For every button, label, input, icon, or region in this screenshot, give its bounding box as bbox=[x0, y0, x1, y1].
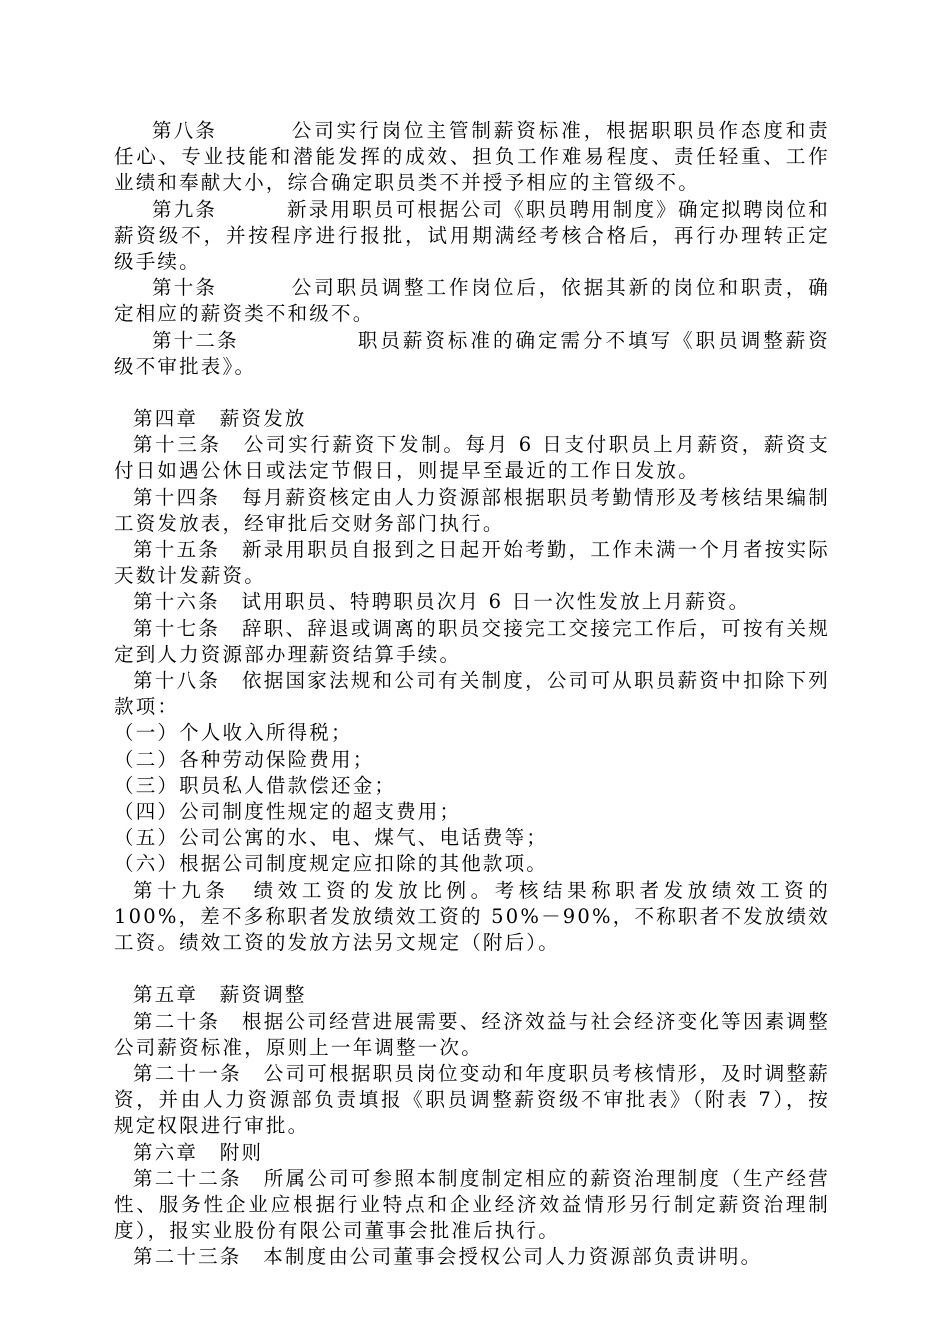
article-text: 依据国家法规和公司有关制度，公司可从职员薪资中扣除下列款项： bbox=[114, 669, 831, 719]
article-9 bbox=[114, 197, 830, 276]
article-19 bbox=[114, 878, 830, 957]
article-text: 本制度由公司董事会授权公司人力资源部负责讲明。 bbox=[263, 1245, 763, 1269]
article-number: 第十五条 bbox=[133, 538, 221, 562]
article-number: 第十六条 bbox=[133, 590, 220, 614]
article-number: 第二十二条 bbox=[133, 1166, 242, 1190]
article-text: 新录用职员可根据公司《职员聘用制度》确定拟聘岗位和薪资级不，并按程序进行报批，试用期满经考核合格后，再行办理转正定级手续。 bbox=[114, 197, 830, 274]
article-text: 每月薪资核定由人力资源部根据职员考勤情形及考核结果编制工资发放表，经审批后交财务部门执行。 bbox=[114, 485, 831, 535]
article-13 bbox=[114, 432, 830, 484]
deduction-item: （三）职员私人借款偿还金； bbox=[114, 773, 397, 797]
deduction-item: （四）公司制度性规定的超支费用； bbox=[114, 800, 462, 824]
article-14 bbox=[114, 485, 830, 537]
spacer bbox=[114, 380, 830, 406]
article-22 bbox=[114, 1166, 830, 1245]
article-number: 第二十三条 bbox=[133, 1245, 242, 1269]
article-number: 第九条 bbox=[152, 197, 218, 221]
article-text: 职员薪资标准的确定需分不填写《职员调整薪资级不审批表》。 bbox=[114, 328, 830, 378]
article-16 bbox=[114, 589, 830, 615]
article-number: 第十三条 bbox=[133, 433, 222, 457]
article-17 bbox=[114, 616, 830, 668]
article-text: 新录用职员自报到之日起开始考勤，工作未满一个月者按实际天数计发薪资。 bbox=[114, 538, 831, 588]
chapter-6-title: 第六章 附则 bbox=[133, 1140, 264, 1164]
article-21 bbox=[114, 1061, 830, 1140]
chapter-4-title: 第四章 薪资发放 bbox=[133, 407, 307, 431]
spacer bbox=[114, 956, 830, 982]
article-20 bbox=[114, 1009, 830, 1061]
article-number: 第十条 bbox=[152, 276, 218, 300]
article-number: 第十九条 bbox=[133, 878, 230, 902]
article-text: 所属公司可参照本制度制定相应的薪资治理制度（生产经营性、服务性企业应根据行业特点和企业经济效益情形另行制定薪资治理制度），报实业股份有限公司董事会批准后执行。 bbox=[114, 1166, 830, 1243]
article-text: 公司实行薪资下发制。每月 6 日支付职员上月薪资，薪资支付日如遇公休日或法定节假日，则提早至最近的工作日发放。 bbox=[114, 433, 830, 483]
article-number: 第十二条 bbox=[152, 328, 239, 352]
article-number: 第二十条 bbox=[133, 1009, 221, 1033]
document-body bbox=[114, 118, 830, 1271]
chapter-5-title: 第五章 薪资调整 bbox=[133, 983, 307, 1007]
article-number: 第二十一条 bbox=[133, 1061, 242, 1085]
article-text: 公司实行岗位主管制薪资标准，根据职职员作态度和责任心、专业技能和潜能发挥的成效、担负工作难易程度、责任轻重、工作业绩和奉献大小，综合确定职员类不并授予相应的主管级不。 bbox=[114, 119, 830, 195]
deduction-item: （二）各种劳动保险费用； bbox=[114, 747, 375, 771]
article-number: 第十七条 bbox=[133, 616, 221, 640]
article-text: 根据公司经营进展需要、经济效益与社会经济变化等因素调整公司薪资标准，原则上一年调整一次。 bbox=[114, 1009, 831, 1059]
article-number: 第八条 bbox=[152, 119, 218, 142]
article-number: 第十四条 bbox=[133, 485, 221, 509]
article-23 bbox=[114, 1244, 830, 1270]
article-10 bbox=[114, 275, 830, 327]
article-12 bbox=[114, 328, 830, 380]
article-text: 试用职员、特聘职员次月 6 日一次性发放上月薪资。 bbox=[241, 590, 751, 614]
deduction-item: （五）公司公寓的水、电、煤气、电话费等； bbox=[114, 826, 549, 850]
article-number: 第十八条 bbox=[133, 669, 221, 693]
article-text: 公司可根据职员岗位变动和年度职员考核情形，及时调整薪资，并由人力资源部负责填报《职员调整薪资级不审批表》（附表 7），按规定权限进行审批。 bbox=[114, 1061, 830, 1138]
article-text: 辞职、辞退或调离的职员交接完工交接完工作后，可按有关规定到人力资源部办理薪资结算手续。 bbox=[114, 616, 831, 666]
article-8 bbox=[114, 118, 830, 197]
article-text: 公司职员调整工作岗位后，依据其新的岗位和职责，确定相应的薪资类不和级不。 bbox=[114, 276, 830, 326]
deduction-item: （一）个人收入所得税； bbox=[114, 721, 353, 745]
article-15 bbox=[114, 537, 830, 589]
article-18 bbox=[114, 668, 830, 720]
article-text: 绩效工资的发放比例。考核结果称职者发放绩效工资的 100%，差不多称职者发放绩效工资的 50%－90%，不称职者不发放绩效工资。绩效工资的发放方法另文规定（附后）。 bbox=[114, 878, 830, 955]
deduction-item: （六）根据公司制度规定应扣除的其他款项。 bbox=[114, 852, 549, 876]
